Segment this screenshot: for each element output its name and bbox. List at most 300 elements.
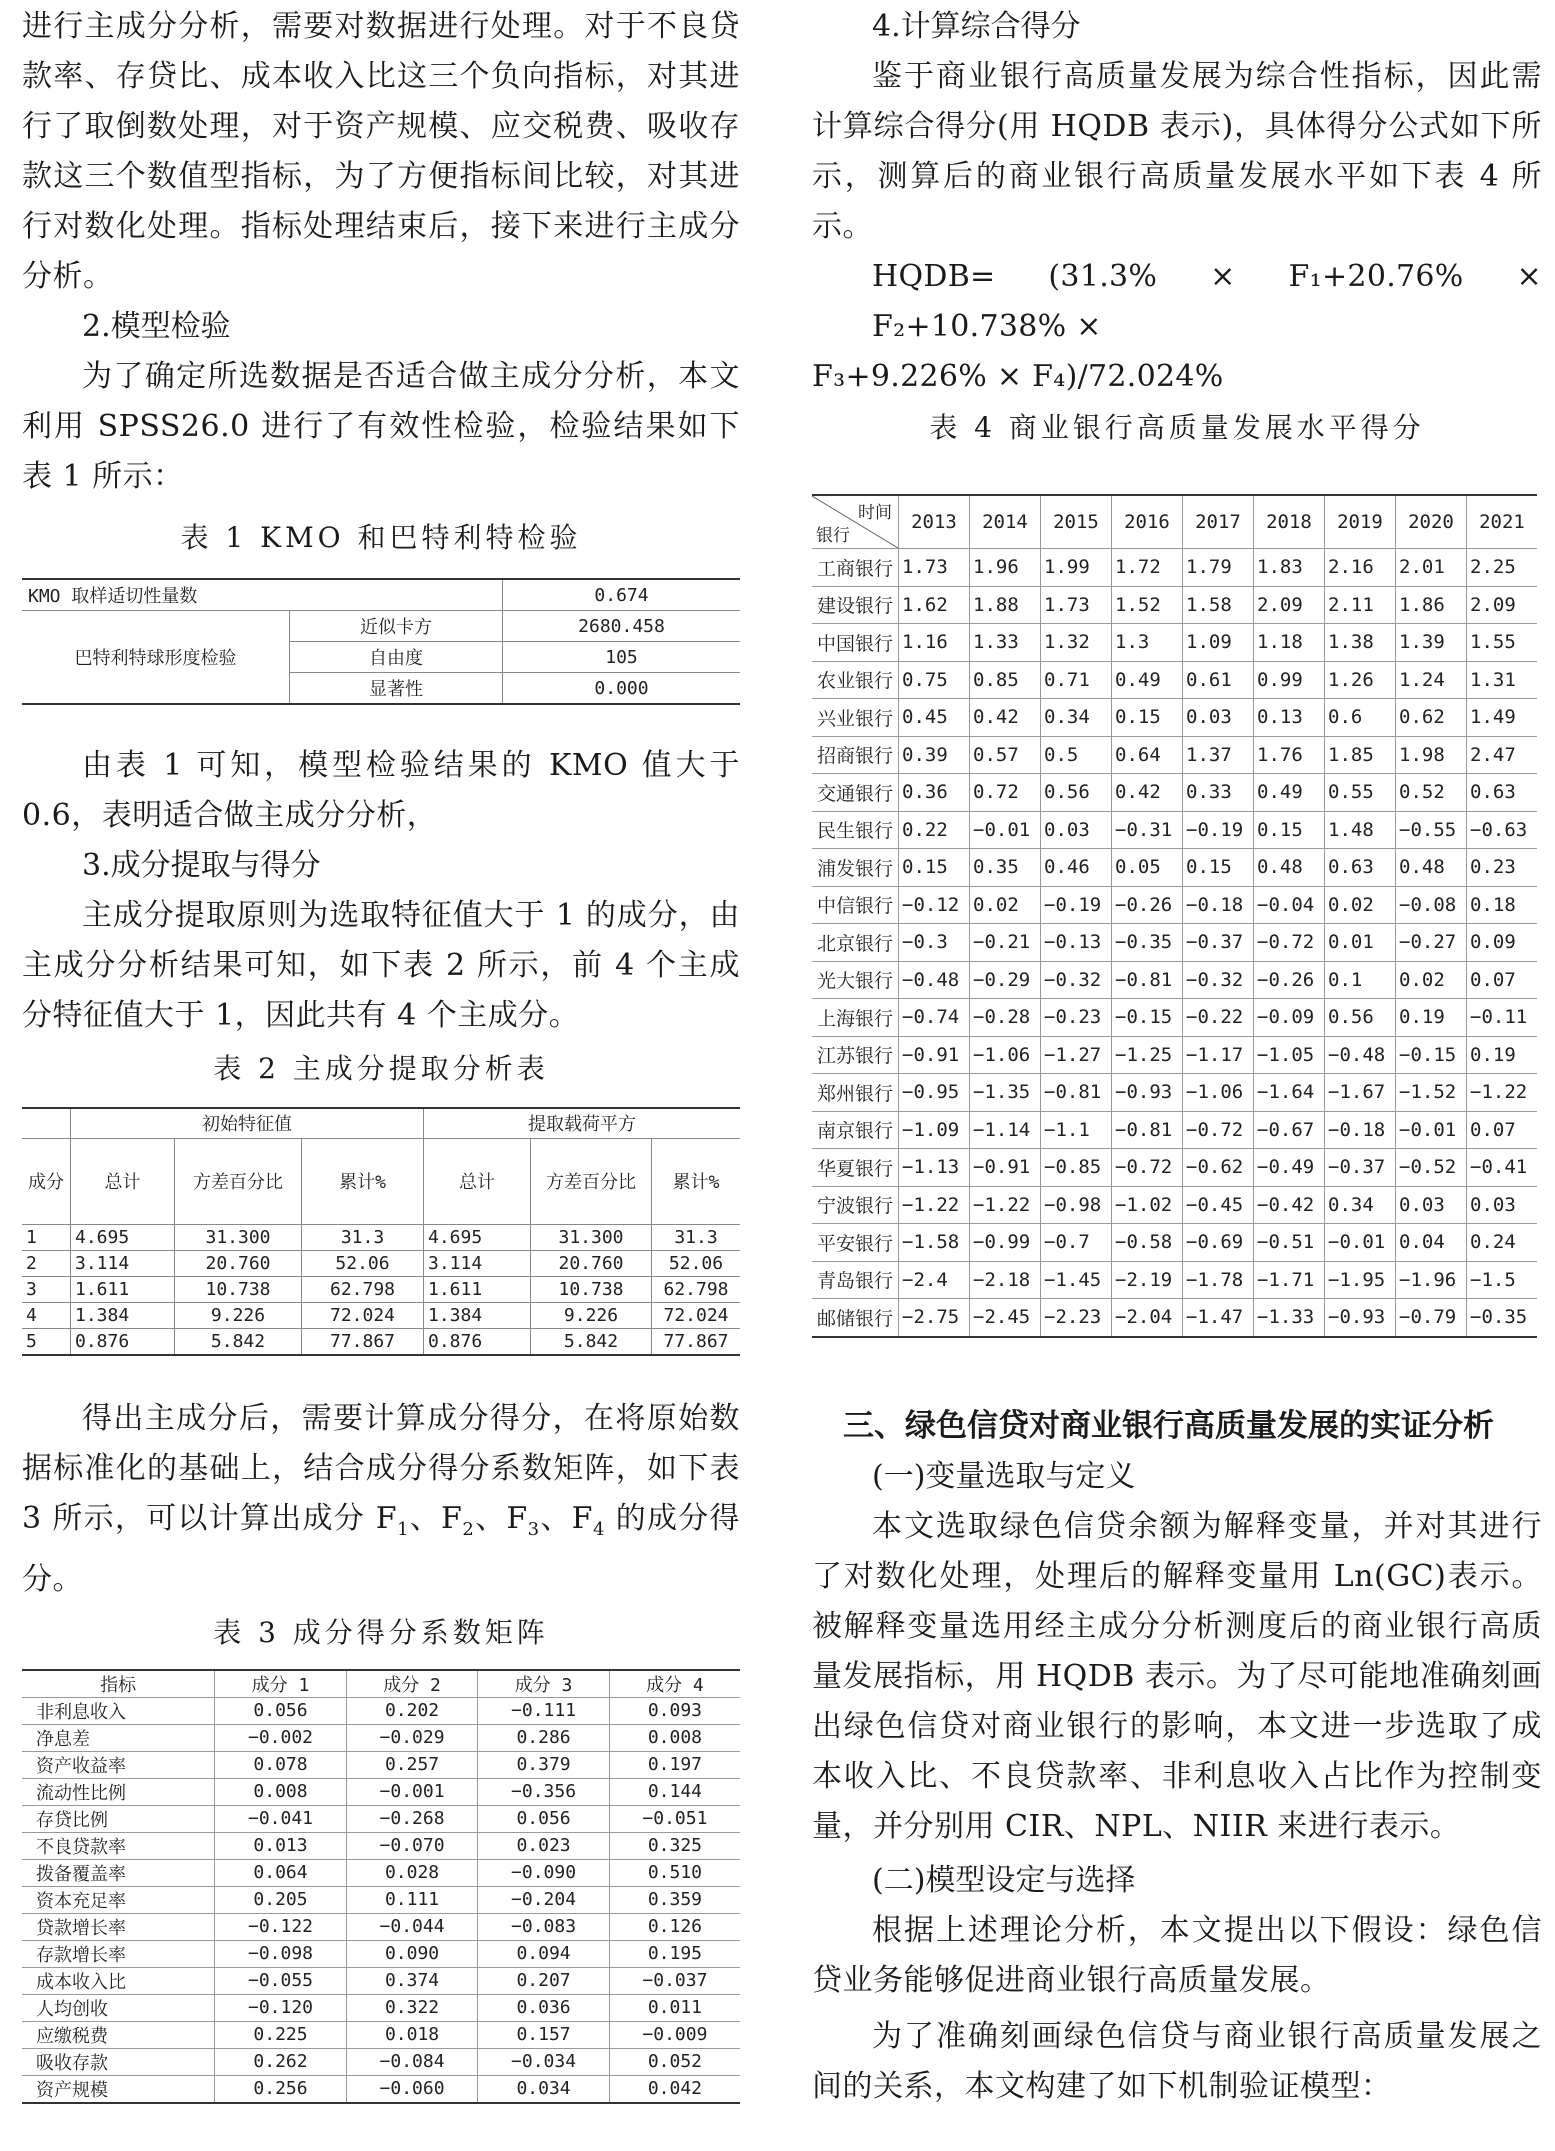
- table-cell: 0.094: [478, 1940, 610, 1967]
- table-cell: 0.008: [215, 1778, 347, 1805]
- score-cell: −0.79: [1396, 1299, 1467, 1337]
- table-cell: −0.111: [478, 1697, 610, 1724]
- formula-line-1: HQDB= (31.3% × F₁+20.76% × F₂+10.738% ×: [872, 259, 1542, 344]
- table2-col-cumulative: 累计%: [302, 1138, 424, 1224]
- score-cell: 0.57: [970, 736, 1041, 774]
- score-cell: −0.31: [1112, 811, 1183, 849]
- table-row: [812, 586, 1537, 624]
- table1-caption: 表 1 KMO 和巴特利特检验: [180, 521, 582, 554]
- table-header-cell: 成分 1: [215, 1670, 347, 1698]
- score-cell: 0.15: [899, 849, 970, 887]
- table-cell: 存款增长率: [22, 1940, 215, 1967]
- score-cell: 0.15: [1183, 849, 1254, 887]
- table-cell: −0.029: [346, 1724, 478, 1751]
- table-cell: 62.798: [302, 1276, 424, 1302]
- score-cell: −0.15: [1396, 1036, 1467, 1074]
- table-cell: 62.798: [652, 1276, 741, 1302]
- score-cell: −0.27: [1396, 924, 1467, 962]
- table-cell: 0.090: [346, 1940, 478, 1967]
- table-row: [22, 1967, 740, 1994]
- score-cell: 1.48: [1325, 811, 1396, 849]
- table-cell: 0.052: [609, 2048, 740, 2075]
- score-cell: −2.45: [970, 1299, 1041, 1337]
- score-cell: 0.42: [1112, 774, 1183, 812]
- score-cell: −0.72: [1112, 1149, 1183, 1187]
- score-cell: −1.47: [1183, 1299, 1254, 1337]
- table-row: [22, 1805, 740, 1832]
- bank-name-cell: 宁波银行: [812, 1186, 899, 1224]
- table-cell: 20.760: [531, 1250, 652, 1276]
- score-cell: −0.67: [1254, 1111, 1325, 1149]
- score-cell: 0.45: [899, 699, 970, 737]
- year-header-cell: 2014: [970, 495, 1041, 549]
- table-row: [812, 774, 1537, 812]
- score-cell: −0.3: [899, 924, 970, 962]
- year-header-cell: 2017: [1183, 495, 1254, 549]
- bank-name-cell: 浦发银行: [812, 849, 899, 887]
- score-cell: 0.03: [1396, 1186, 1467, 1224]
- bartlett-row-label: 自由度: [290, 642, 503, 673]
- table-cell: −0.084: [346, 2048, 478, 2075]
- table-row: [812, 661, 1537, 699]
- bartlett-row-label: 显著性: [290, 673, 503, 705]
- score-cell: −0.81: [1041, 1074, 1112, 1112]
- score-cell: 1.86: [1396, 586, 1467, 624]
- paragraph-model-construction: 为了准确刻画绿色信贷与商业银行高质量发展之间的关系，本文构建了如下机制验证模型：: [812, 2018, 1542, 2104]
- bartlett-row-label: 近似卡方: [290, 611, 503, 642]
- table-cell: 0.225: [215, 2021, 347, 2048]
- score-cell: −0.09: [1254, 999, 1325, 1037]
- table-row: [22, 1724, 740, 1751]
- table2-col-component: 成分: [22, 1138, 71, 1224]
- table-cell: 0.379: [478, 1751, 610, 1778]
- paragraph-validity-test: 为了确定所选数据是否适合做主成分分析，本文利用 SPSS26.0 进行了有效性检验，检验结果如下表 1 所示：: [22, 359, 740, 494]
- score-cell: 1.3: [1112, 624, 1183, 662]
- table-cell: 31.300: [175, 1224, 302, 1250]
- score-cell: 1.39: [1396, 624, 1467, 662]
- score-cell: 0.48: [1254, 849, 1325, 887]
- table4-caption: 表 4 商业银行高质量发展水平得分: [929, 411, 1425, 444]
- table-cell: 3: [22, 1276, 71, 1302]
- score-cell: 1.76: [1254, 736, 1325, 774]
- table-row: [22, 1940, 740, 1967]
- score-cell: −1.27: [1041, 1036, 1112, 1074]
- subsection-variables: (一)变量选取与定义: [872, 1458, 1136, 1494]
- table-cell: 吸收存款: [22, 2048, 215, 2075]
- table-cell: 成本收入比: [22, 1967, 215, 1994]
- score-cell: −0.19: [1183, 811, 1254, 849]
- score-cell: −1.45: [1041, 1261, 1112, 1299]
- score-cell: −0.62: [1183, 1149, 1254, 1187]
- score-cell: 0.02: [970, 886, 1041, 924]
- score-cell: 2.09: [1254, 586, 1325, 624]
- score-cell: 0.33: [1183, 774, 1254, 812]
- score-cell: 0.56: [1041, 774, 1112, 812]
- table-cell: −0.098: [215, 1940, 347, 1967]
- table-cell: 资产规模: [22, 2075, 215, 2103]
- score-cell: 1.09: [1183, 624, 1254, 662]
- table-cell: 净息差: [22, 1724, 215, 1751]
- table-cell: 不良贷款率: [22, 1832, 215, 1859]
- table-cell: 9.226: [175, 1302, 302, 1328]
- score-cell: −1.05: [1254, 1036, 1325, 1074]
- score-cell: 2.47: [1467, 736, 1538, 774]
- score-cell: −0.49: [1254, 1149, 1325, 1187]
- table2-group-initial: 初始特征值: [71, 1108, 424, 1138]
- score-cell: −0.08: [1396, 886, 1467, 924]
- table-cell: 0.262: [215, 2048, 347, 2075]
- score-cell: −0.93: [1112, 1074, 1183, 1112]
- score-cell: 1.16: [899, 624, 970, 662]
- score-cell: −0.55: [1396, 811, 1467, 849]
- table2-body: [22, 1224, 740, 1355]
- score-cell: −1.96: [1396, 1261, 1467, 1299]
- score-cell: −0.37: [1183, 924, 1254, 962]
- table-cell: 31.300: [531, 1224, 652, 1250]
- table-row: [812, 624, 1537, 662]
- score-cell: −0.81: [1112, 961, 1183, 999]
- bank-name-cell: 平安银行: [812, 1224, 899, 1262]
- bank-name-cell: 农业银行: [812, 661, 899, 699]
- score-cell: −0.21: [970, 924, 1041, 962]
- score-cell: −0.35: [1467, 1299, 1538, 1337]
- bank-name-cell: 青岛银行: [812, 1261, 899, 1299]
- table-cell: 2: [22, 1250, 71, 1276]
- table3-header-row: [22, 1670, 740, 1698]
- table-row: [22, 1994, 740, 2021]
- score-cell: −2.04: [1112, 1299, 1183, 1337]
- score-cell: 0.22: [899, 811, 970, 849]
- table-cell: 4: [22, 1302, 71, 1328]
- score-cell: 0.5: [1041, 736, 1112, 774]
- score-cell: 0.99: [1254, 661, 1325, 699]
- table-cell: −0.070: [346, 1832, 478, 1859]
- score-cell: 2.09: [1467, 586, 1538, 624]
- score-cell: −2.19: [1112, 1261, 1183, 1299]
- table4-header-row: [812, 495, 1537, 549]
- score-cell: −0.58: [1112, 1224, 1183, 1262]
- score-cell: 0.34: [1041, 699, 1112, 737]
- corner-bank-label: 银行: [816, 526, 850, 546]
- bank-name-cell: 建设银行: [812, 586, 899, 624]
- paragraph-extraction-principle: 主成分提取原则为选取特征值大于 1 的成分，由主成分分析结果可知，如下表 2 所示，前 4 个主成分特征值大于 1，因此共有 4 个主成分。: [22, 898, 740, 1033]
- score-cell: 0.05: [1112, 849, 1183, 887]
- score-cell: 1.88: [970, 586, 1041, 624]
- year-header-cell: 2015: [1041, 495, 1112, 549]
- score-cell: −0.69: [1183, 1224, 1254, 1262]
- table-cell: 0.257: [346, 1751, 478, 1778]
- score-cell: −0.74: [899, 999, 970, 1037]
- score-cell: 0.49: [1112, 661, 1183, 699]
- bank-name-cell: 招商银行: [812, 736, 899, 774]
- table-cell: 52.06: [652, 1250, 741, 1276]
- table-row: [22, 1697, 740, 1724]
- table-cell: 5: [22, 1328, 71, 1355]
- table-cell: −0.268: [346, 1805, 478, 1832]
- score-cell: −1.22: [1467, 1074, 1538, 1112]
- table-cell: 0.018: [346, 2021, 478, 2048]
- table-cell: −0.041: [215, 1805, 347, 1832]
- table-cell: 0.202: [346, 1697, 478, 1724]
- table-cell: 存贷比例: [22, 1805, 215, 1832]
- score-cell: −0.29: [970, 961, 1041, 999]
- score-cell: 0.35: [970, 849, 1041, 887]
- table-cell: 5.842: [531, 1328, 652, 1355]
- score-cell: 0.07: [1467, 961, 1538, 999]
- table-cell: −0.120: [215, 1994, 347, 2021]
- score-cell: −0.93: [1325, 1299, 1396, 1337]
- score-cell: −0.91: [899, 1036, 970, 1074]
- table-cell: 0.056: [478, 1805, 610, 1832]
- table3-body: [22, 1697, 740, 2103]
- table-row: [22, 1913, 740, 1940]
- score-cell: −0.26: [1254, 961, 1325, 999]
- table-cell: −0.055: [215, 1967, 347, 1994]
- table4-hqdb-scores: [812, 494, 1537, 1338]
- score-cell: 0.04: [1396, 1224, 1467, 1262]
- score-cell: −0.01: [1325, 1224, 1396, 1262]
- score-cell: 1.85: [1325, 736, 1396, 774]
- score-cell: −0.01: [970, 811, 1041, 849]
- table-cell: 0.510: [609, 1859, 740, 1886]
- kmo-label: KMO 取样适切性量数: [22, 579, 503, 611]
- score-cell: 0.63: [1325, 849, 1396, 887]
- bartlett-label: 巴特利特球形度检验: [22, 611, 290, 705]
- score-cell: 1.26: [1325, 661, 1396, 699]
- paragraph-component-score-tail: 的成分得分。: [22, 1500, 740, 1597]
- table-cell: 人均创收: [22, 1994, 215, 2021]
- table-cell: 0.207: [478, 1967, 610, 1994]
- table-cell: 0.322: [346, 1994, 478, 2021]
- subsection-model: (二)模型设定与选择: [872, 1862, 1136, 1898]
- table-cell: −0.009: [609, 2021, 740, 2048]
- table-row: [812, 699, 1537, 737]
- year-header-cell: 2018: [1254, 495, 1325, 549]
- corner-time-label: 时间: [858, 503, 892, 523]
- score-cell: −0.63: [1467, 811, 1538, 849]
- score-cell: 0.56: [1325, 999, 1396, 1037]
- year-header-cell: 2020: [1396, 495, 1467, 549]
- score-cell: 1.32: [1041, 624, 1112, 662]
- score-cell: −2.4: [899, 1261, 970, 1299]
- score-cell: 0.19: [1396, 999, 1467, 1037]
- table-cell: −0.034: [478, 2048, 610, 2075]
- table-cell: 0.256: [215, 2075, 347, 2103]
- score-cell: −1.02: [1112, 1186, 1183, 1224]
- table-cell: 0.042: [609, 2075, 740, 2103]
- table-cell: 0.374: [346, 1967, 478, 1994]
- table-row: [22, 1886, 740, 1913]
- bank-name-cell: 邮储银行: [812, 1299, 899, 1337]
- table-row: [812, 886, 1537, 924]
- bank-name-cell: 工商银行: [812, 549, 899, 587]
- score-cell: −0.15: [1112, 999, 1183, 1037]
- table-cell: 0.126: [609, 1913, 740, 1940]
- score-cell: 0.64: [1112, 736, 1183, 774]
- score-cell: 0.24: [1467, 1224, 1538, 1262]
- score-cell: 1.52: [1112, 586, 1183, 624]
- score-cell: −0.72: [1254, 924, 1325, 962]
- table-cell: 0.056: [215, 1697, 347, 1724]
- score-cell: 0.19: [1467, 1036, 1538, 1074]
- table-cell: 52.06: [302, 1250, 424, 1276]
- table2-col-cumulative: 累计%: [652, 1138, 741, 1224]
- score-cell: 1.18: [1254, 624, 1325, 662]
- score-cell: −0.28: [970, 999, 1041, 1037]
- bank-name-cell: 华夏银行: [812, 1149, 899, 1187]
- score-cell: −0.41: [1467, 1149, 1538, 1187]
- bank-name-cell: 上海银行: [812, 999, 899, 1037]
- score-cell: −2.23: [1041, 1299, 1112, 1337]
- table-row: [812, 849, 1537, 887]
- paragraph-component-score-text: 得出主成分后，需要计算成分得分，在将原始数据标准化的基础上，结合成分得分系数矩阵，如下表 3 所示，可以计算出成分 F: [22, 1400, 740, 1536]
- table-row: [22, 2075, 740, 2103]
- score-cell: 0.09: [1467, 924, 1538, 962]
- table-row: [812, 1111, 1537, 1149]
- score-cell: 0.63: [1467, 774, 1538, 812]
- table-cell: 1: [22, 1224, 71, 1250]
- score-cell: 1.99: [1041, 549, 1112, 587]
- table-row: [22, 2021, 740, 2048]
- score-cell: −2.18: [970, 1261, 1041, 1299]
- table-cell: 资本充足率: [22, 1886, 215, 1913]
- score-cell: −1.22: [899, 1186, 970, 1224]
- score-cell: −0.85: [1041, 1149, 1112, 1187]
- score-cell: −1.35: [970, 1074, 1041, 1112]
- table2-group-extracted: 提取载荷平方: [424, 1108, 741, 1138]
- table2-extraction: [22, 1107, 740, 1356]
- score-cell: 1.37: [1183, 736, 1254, 774]
- score-cell: 0.52: [1396, 774, 1467, 812]
- score-cell: 0.61: [1183, 661, 1254, 699]
- score-cell: −0.48: [899, 961, 970, 999]
- table-cell: 3.114: [424, 1250, 531, 1276]
- score-cell: −0.12: [899, 886, 970, 924]
- table-row: [812, 1036, 1537, 1074]
- table-cell: 72.024: [652, 1302, 741, 1328]
- year-header-cell: 2013: [899, 495, 970, 549]
- table-cell: 1.611: [71, 1276, 175, 1302]
- score-cell: 0.46: [1041, 849, 1112, 887]
- table3-score-matrix: [22, 1669, 740, 2104]
- score-cell: 0.49: [1254, 774, 1325, 812]
- bank-name-cell: 郑州银行: [812, 1074, 899, 1112]
- table-cell: 31.3: [652, 1224, 741, 1250]
- table-cell: 0.064: [215, 1859, 347, 1886]
- score-cell: −1.13: [899, 1149, 970, 1187]
- score-cell: 1.31: [1467, 661, 1538, 699]
- table-row: [812, 1224, 1537, 1262]
- paragraph-kmo-result: 由表 1 可知，模型检验结果的 KMO 值大于 0.6，表明适合做主成分分析，: [22, 748, 740, 833]
- paragraph-composite-score: 鉴于商业银行高质量发展为综合性指标，因此需计算综合得分(用 HQDB 表示)，具体得分公式如下所示，测算后的商业银行高质量发展水平如下表 4 所示。: [812, 59, 1542, 244]
- table-row: [812, 1186, 1537, 1224]
- score-cell: 2.01: [1396, 549, 1467, 587]
- score-cell: 0.03: [1183, 699, 1254, 737]
- score-cell: −0.04: [1254, 886, 1325, 924]
- score-cell: −1.71: [1254, 1261, 1325, 1299]
- score-cell: −0.32: [1183, 961, 1254, 999]
- table-cell: 资产收益率: [22, 1751, 215, 1778]
- table-cell: 0.195: [609, 1940, 740, 1967]
- table-header-cell: 指标: [22, 1670, 215, 1698]
- table-cell: −0.051: [609, 1805, 740, 1832]
- table-cell: 0.325: [609, 1832, 740, 1859]
- score-cell: 1.24: [1396, 661, 1467, 699]
- table-header-cell: 成分 2: [346, 1670, 478, 1698]
- year-header-cell: 2021: [1467, 495, 1538, 549]
- table-cell: −0.122: [215, 1913, 347, 1940]
- table-cell: 3.114: [71, 1250, 175, 1276]
- year-header-cell: 2016: [1112, 495, 1183, 549]
- score-cell: −0.95: [899, 1074, 970, 1112]
- score-cell: −0.11: [1467, 999, 1538, 1037]
- score-cell: −0.91: [970, 1149, 1041, 1187]
- table-row: [812, 1074, 1537, 1112]
- score-cell: −0.32: [1041, 961, 1112, 999]
- score-cell: 0.34: [1325, 1186, 1396, 1224]
- score-cell: −0.37: [1325, 1149, 1396, 1187]
- table-row: [812, 811, 1537, 849]
- score-cell: 0.6: [1325, 699, 1396, 737]
- table-cell: −0.083: [478, 1913, 610, 1940]
- score-cell: −1.25: [1112, 1036, 1183, 1074]
- score-cell: 1.83: [1254, 549, 1325, 587]
- score-cell: 1.98: [1396, 736, 1467, 774]
- score-cell: 0.18: [1467, 886, 1538, 924]
- table-row: [812, 549, 1537, 587]
- bank-name-cell: 民生银行: [812, 811, 899, 849]
- score-cell: −0.23: [1041, 999, 1112, 1037]
- table-row: [22, 1859, 740, 1886]
- right-column: [812, 0, 1542, 2112]
- score-cell: 2.25: [1467, 549, 1538, 587]
- score-cell: −0.13: [1041, 924, 1112, 962]
- table-cell: 贷款增长率: [22, 1913, 215, 1940]
- year-header-cell: 2019: [1325, 495, 1396, 549]
- bank-name-cell: 江苏银行: [812, 1036, 899, 1074]
- score-cell: −1.64: [1254, 1074, 1325, 1112]
- table2-corner: [22, 1108, 71, 1138]
- score-cell: 1.73: [1041, 586, 1112, 624]
- score-cell: −0.35: [1112, 924, 1183, 962]
- score-cell: 1.58: [1183, 586, 1254, 624]
- kmo-value: 0.674: [503, 579, 741, 611]
- table-row: [812, 999, 1537, 1037]
- table-cell: −0.001: [346, 1778, 478, 1805]
- score-cell: 0.36: [899, 774, 970, 812]
- table-row: [22, 1224, 740, 1250]
- score-cell: 0.1: [1325, 961, 1396, 999]
- table-row: [22, 1302, 740, 1328]
- score-cell: −1.17: [1183, 1036, 1254, 1074]
- score-cell: 0.85: [970, 661, 1041, 699]
- score-cell: −0.01: [1396, 1111, 1467, 1149]
- table-cell: 9.226: [531, 1302, 652, 1328]
- table-cell: 4.695: [71, 1224, 175, 1250]
- table-cell: −0.356: [478, 1778, 610, 1805]
- table-cell: 流动性比例: [22, 1778, 215, 1805]
- table-cell: −0.044: [346, 1913, 478, 1940]
- table-cell: 0.013: [215, 1832, 347, 1859]
- bank-name-cell: 南京银行: [812, 1111, 899, 1149]
- table-cell: 0.028: [346, 1859, 478, 1886]
- score-cell: 0.62: [1396, 699, 1467, 737]
- table-cell: 77.867: [302, 1328, 424, 1355]
- score-cell: 1.62: [899, 586, 970, 624]
- table-cell: 10.738: [175, 1276, 302, 1302]
- table-cell: 10.738: [531, 1276, 652, 1302]
- paragraph-data-processing: 进行主成分分析，需要对数据进行处理。对于不良贷款率、存贷比、成本收入比这三个负向指标，对其进行了取倒数处理，对于资产规模、应交税费、吸收存款这三个数值型指标，为了方便指标间比较，对其进行对数化处理。指标处理结束后，接下来进行主成分分析。: [22, 9, 740, 294]
